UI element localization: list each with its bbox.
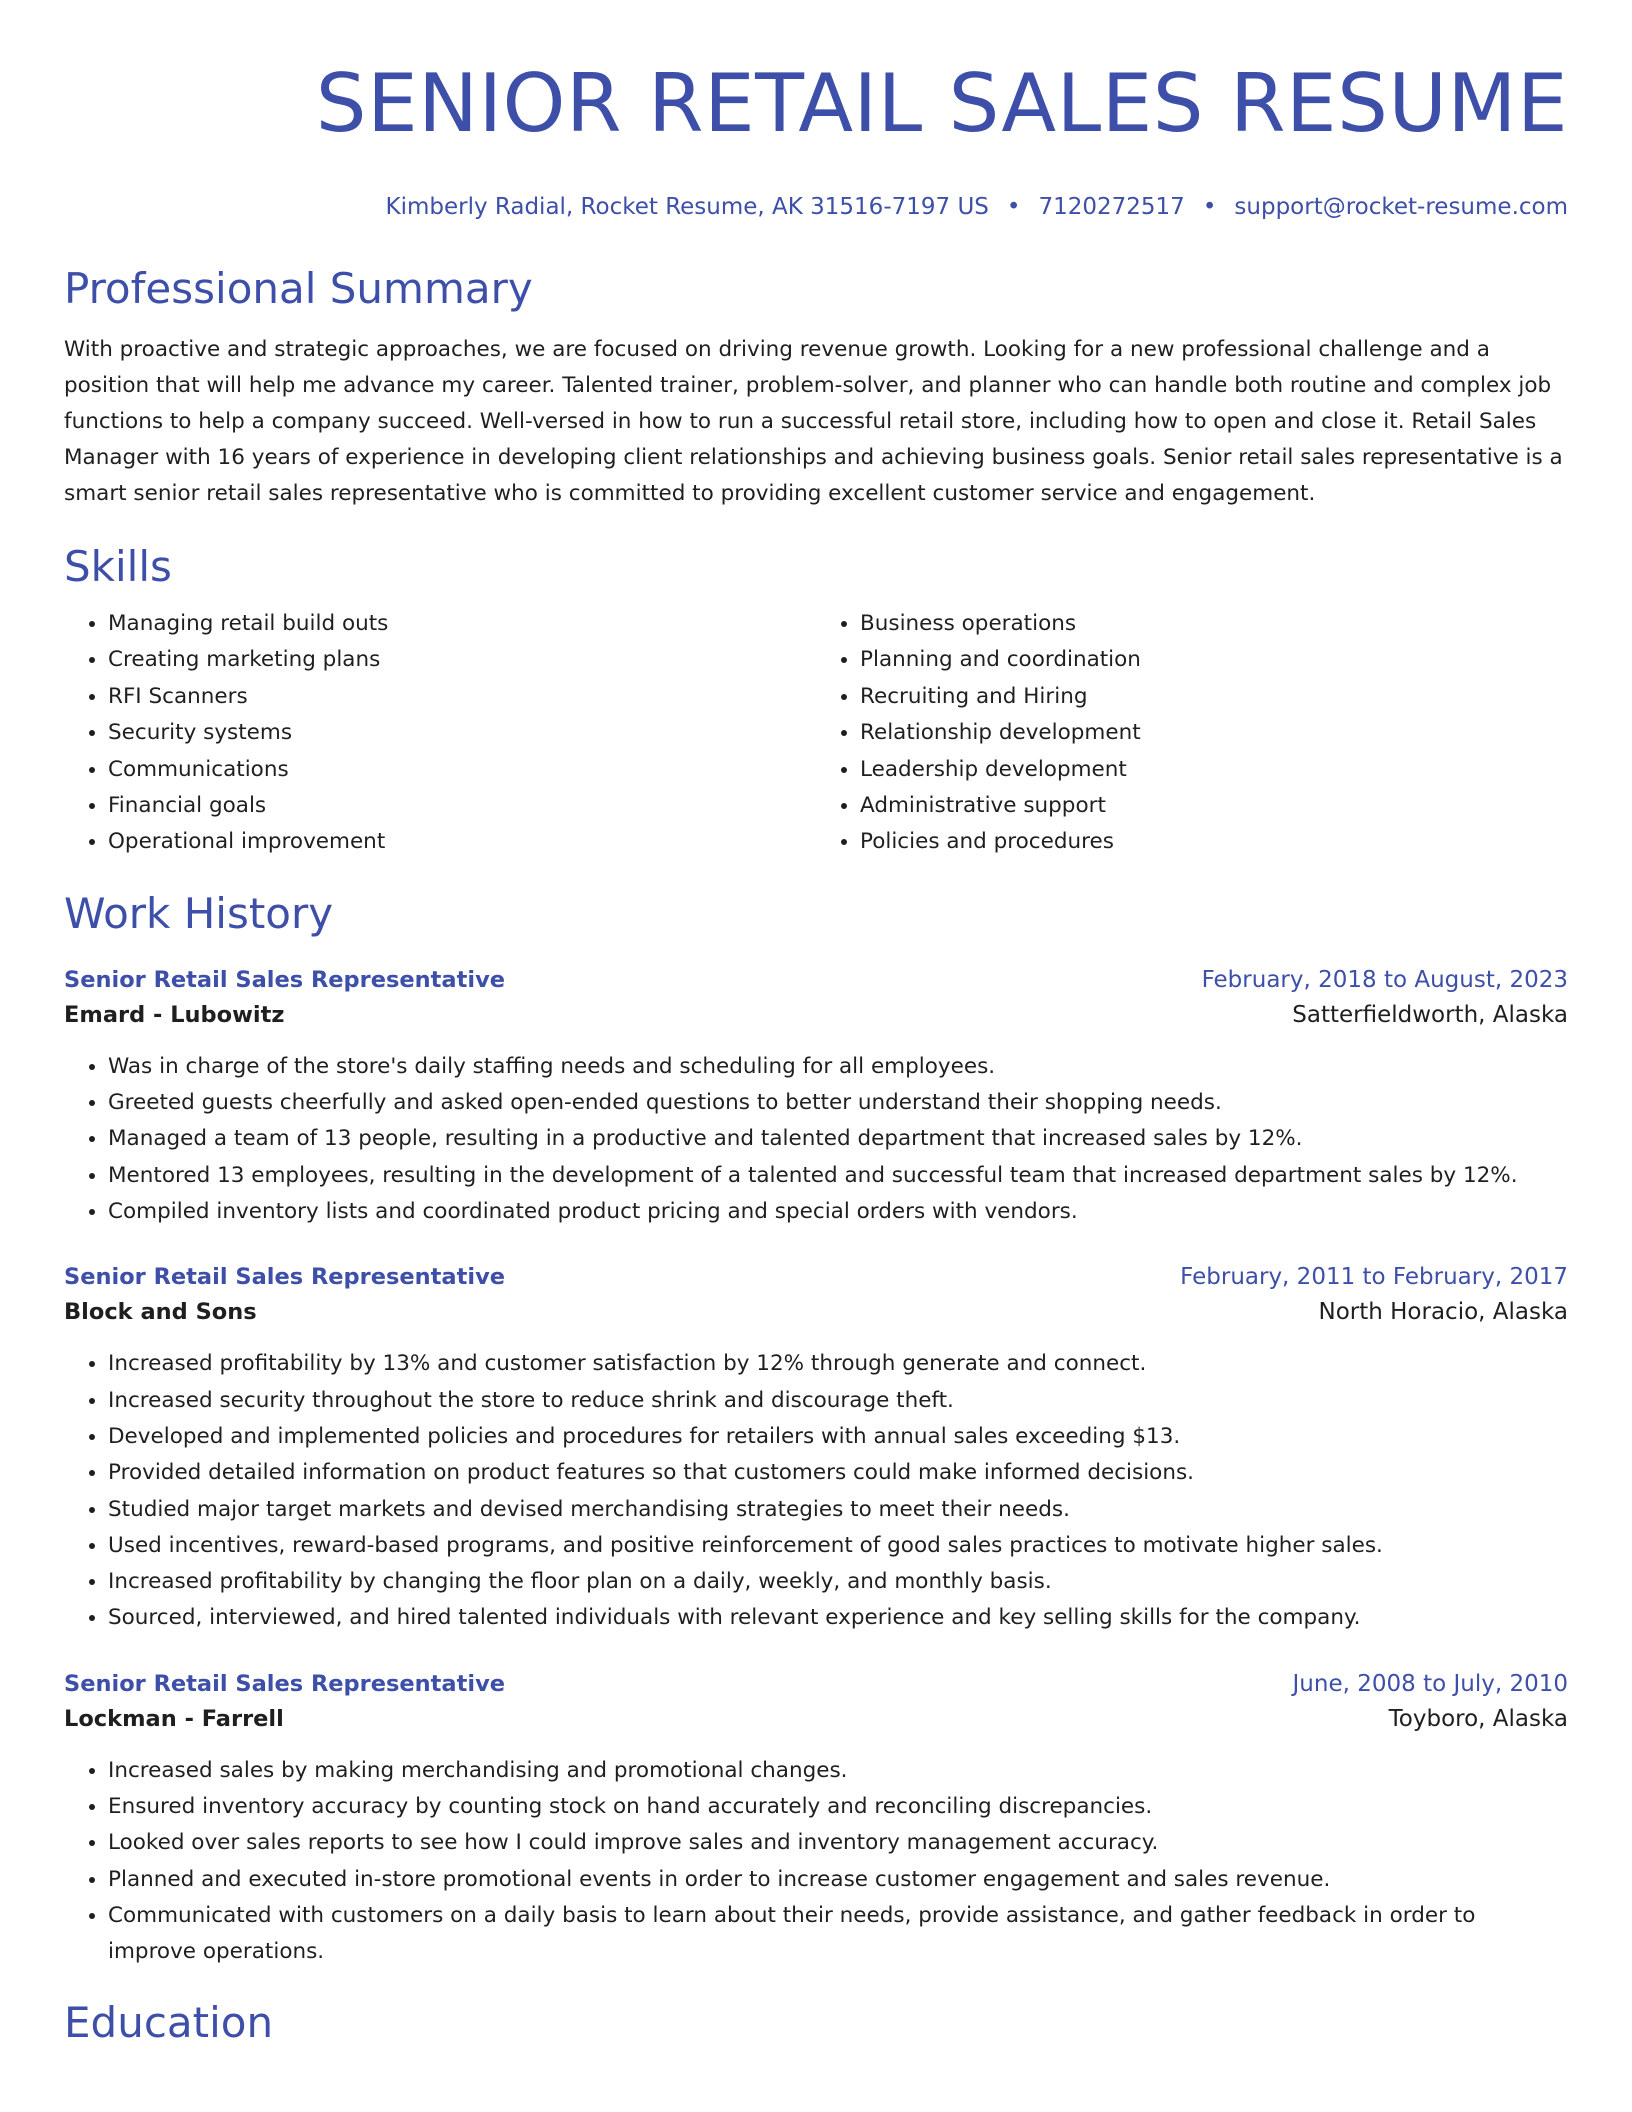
- job-company-row: [64, 1701, 1568, 1737]
- job-company: Emard - Lubowitz: [64, 1001, 285, 1028]
- contact-separator: •: [1202, 194, 1217, 220]
- skill-item: • Security systems: [108, 715, 816, 751]
- job-company-row: [64, 997, 1568, 1033]
- job-dates: June, 2008 to July, 2010: [1292, 1670, 1568, 1697]
- skill-item: • RFI Scanners: [108, 679, 816, 715]
- job-bullet: • Sourced, interviewed, and hired talented individuals with relevant experience and key selling skills for the company.: [108, 1600, 1568, 1636]
- job-location: Toyboro, Alaska: [1388, 1705, 1568, 1732]
- job-bullets: [64, 1753, 1568, 1971]
- job-bullet: • Mentored 13 employees, resulting in the development of a talented and successful team that increased department sales by 12%.: [108, 1158, 1568, 1194]
- education-heading: Education: [64, 1998, 274, 2048]
- job-title-row: [64, 963, 1568, 997]
- job-bullet: • Increased profitability by 13% and customer satisfaction by 12% through generate and connect.: [108, 1346, 1568, 1382]
- job-bullet: • Was in charge of the store's daily staffing needs and scheduling for all employees.: [108, 1049, 1568, 1085]
- job-bullet: • Communicated with customers on a daily basis to learn about their needs, provide assistance, and gather feedback in order to improve operations.: [108, 1898, 1568, 1971]
- job-bullet: • Ensured inventory accuracy by counting stock on hand accurately and reconciling discrepancies.: [108, 1789, 1568, 1825]
- job-bullet: • Developed and implemented policies and procedures for retailers with annual sales exceeding $13.: [108, 1419, 1568, 1455]
- skill-item: • Administrative support: [860, 788, 1568, 824]
- job-bullets: [64, 1049, 1568, 1230]
- skill-item: • Planning and coordination: [860, 642, 1568, 678]
- skill-item: • Recruiting and Hiring: [860, 679, 1568, 715]
- job-bullet: • Used incentives, reward-based programs, and positive reinforcement of good sales practices to motivate higher sales.: [108, 1528, 1568, 1564]
- job-title: Senior Retail Sales Representative: [64, 966, 506, 993]
- job-title-row: [64, 1260, 1568, 1294]
- contact-address: Kimberly Radial, Rocket Resume, AK 31516-7197 US: [385, 194, 989, 220]
- job-location: North Horacio, Alaska: [1318, 1299, 1568, 1326]
- job-bullet: • Provided detailed information on product features so that customers could make informed decisions.: [108, 1455, 1568, 1491]
- job-entry: [64, 1260, 1568, 1636]
- job-company: Block and Sons: [64, 1299, 257, 1326]
- contact-phone: 7120272517: [1038, 194, 1185, 220]
- contact-email: support@rocket-resume.com: [1234, 194, 1568, 220]
- skill-item: • Business operations: [860, 606, 1568, 642]
- skill-item: • Operational improvement: [108, 824, 816, 860]
- skill-item: • Relationship development: [860, 715, 1568, 751]
- contact-line: [64, 192, 1568, 222]
- job-bullet: • Compiled inventory lists and coordinated product pricing and special orders with vendors.: [108, 1194, 1568, 1230]
- job-bullets: [64, 1346, 1568, 1636]
- summary-heading: Professional Summary: [64, 264, 533, 313]
- summary-text: With proactive and strategic approaches, we are focused on driving revenue growth. Looking for a new professional challenge and a position that will help me advance my career. Talented trainer, problem-solver, and planner who can handle both routine and complex job functions to help a company succeed. Well-versed in how to run a successful retail store, including how to open and close it. Retail Sales Manager with 16 years of experience in developing client relationships and achieving business goals. Senior retail sales representative is a smart senior retail sales representative who is committed to providing excellent customer service and engagement.: [64, 337, 1563, 506]
- skill-item: • Managing retail build outs: [108, 606, 816, 642]
- skills-heading: Skills: [64, 542, 172, 591]
- skills-list-right: [816, 606, 1568, 861]
- job-title: Senior Retail Sales Representative: [64, 1264, 506, 1291]
- job-location: Satterfieldworth, Alaska: [1292, 1001, 1568, 1028]
- job-dates: February, 2011 to February, 2017: [1180, 1264, 1568, 1291]
- resume-title: SENIOR RETAIL SALES RESUME: [315, 57, 1568, 150]
- skill-item: • Financial goals: [108, 788, 816, 824]
- job-bullet: • Planned and executed in-store promotional events in order to increase customer engagement and sales revenue.: [108, 1862, 1568, 1898]
- skills-list-left: [64, 606, 816, 861]
- job-title: Senior Retail Sales Representative: [64, 1670, 506, 1697]
- work-history-heading: Work History: [64, 888, 334, 938]
- skill-item: • Creating marketing plans: [108, 642, 816, 678]
- job-bullet: • Increased profitability by changing the floor plan on a daily, weekly, and monthly basis.: [108, 1564, 1568, 1600]
- job-company: Lockman - Farrell: [64, 1705, 284, 1732]
- job-bullet: • Increased security throughout the store to reduce shrink and discourage theft.: [108, 1383, 1568, 1419]
- skill-item: • Communications: [108, 752, 816, 788]
- skill-item: • Policies and procedures: [860, 824, 1568, 860]
- job-bullet: • Increased sales by making merchandising and promotional changes.: [108, 1753, 1568, 1789]
- job-entry: [64, 963, 1568, 1230]
- job-bullet: • Looked over sales reports to see how I could improve sales and inventory management accuracy.: [108, 1825, 1568, 1861]
- job-bullet: • Greeted guests cheerfully and asked open-ended questions to better understand their shopping needs.: [108, 1085, 1568, 1121]
- skill-item: • Leadership development: [860, 752, 1568, 788]
- contact-separator: •: [1006, 194, 1021, 220]
- job-company-row: [64, 1294, 1568, 1330]
- job-title-row: [64, 1667, 1568, 1701]
- job-bullet: • Studied major target markets and devised merchandising strategies to meet their needs.: [108, 1492, 1568, 1528]
- job-entry: [64, 1667, 1568, 1971]
- skills-grid: [64, 606, 1568, 861]
- job-dates: February, 2018 to August, 2023: [1201, 966, 1568, 993]
- job-bullet: • Managed a team of 13 people, resulting in a productive and talented department that increased sales by 12%.: [108, 1121, 1568, 1157]
